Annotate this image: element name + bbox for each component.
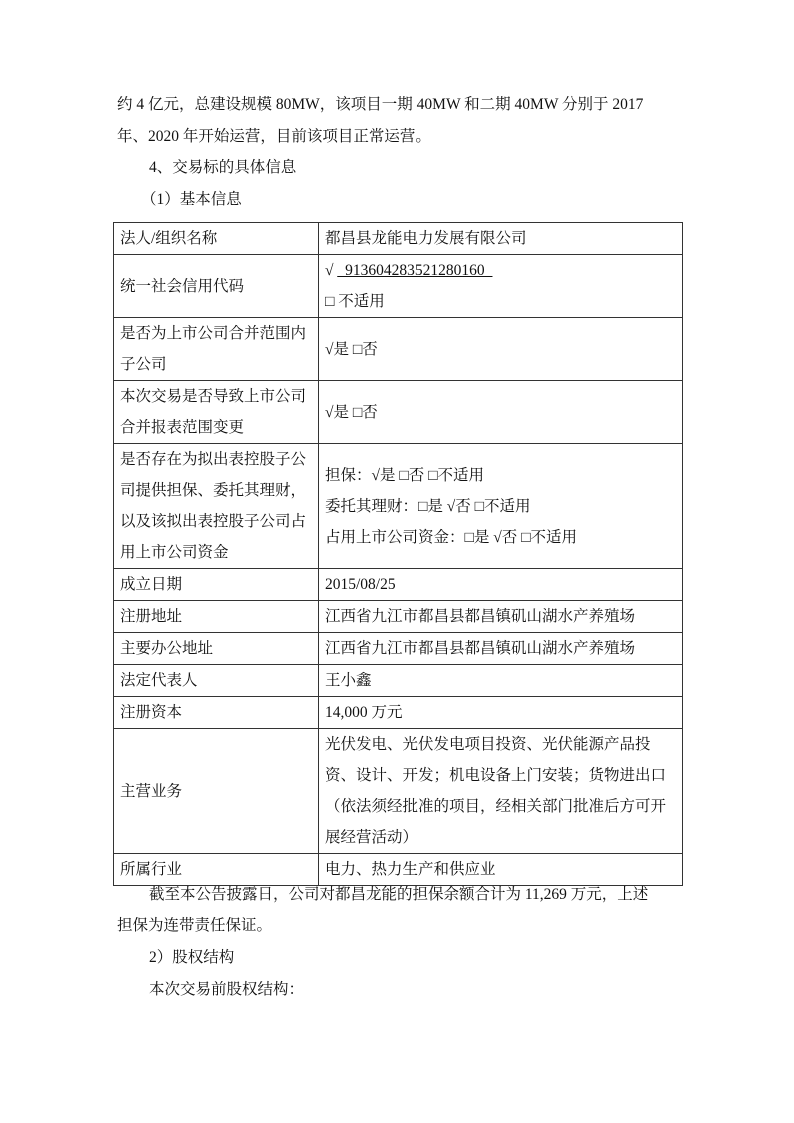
- entrusted-finance-line: 委托其理财：□是 √否 □不适用: [325, 497, 531, 515]
- table-value: 电力、热力生产和供应业: [319, 854, 683, 886]
- paragraph-line: 截至本公告披露日，公司对都昌龙能的担保余额合计为 11,269 万元，上述: [149, 886, 649, 903]
- table-value: 14,000 万元: [319, 697, 683, 729]
- not-applicable-option: □ 不适用: [325, 293, 385, 310]
- table-key: 所属行业: [114, 854, 319, 886]
- basic-info-table: [113, 222, 683, 886]
- table-value: 王小鑫: [319, 665, 683, 697]
- table-key: 主要办公地址: [114, 633, 319, 665]
- table-value: 江西省九江市都昌县都昌镇矶山湖水产养殖场: [319, 601, 683, 633]
- table-key: 是否为上市公司合并范围内子公司: [114, 318, 319, 381]
- table-key: 是否存在为拟出表控股子公司提供担保、委托其理财，以及该拟出表控股子公司占用上市公司资金: [114, 444, 319, 569]
- table-key: 法人/组织名称: [114, 223, 319, 255]
- check-mark: √: [325, 262, 334, 279]
- guarantee-line: 担保：√是 □否 □不适用: [325, 466, 484, 484]
- section-heading: 2）股权结构: [149, 949, 235, 966]
- paragraph-line: 约 4 亿元，总建设规模 80MW，该项目一期 40MW 和二期 40MW 分别于 2017: [117, 96, 644, 113]
- table-key: 注册资本: [114, 697, 319, 729]
- table-key: 主营业务: [114, 729, 319, 854]
- section-heading: 4、交易标的具体信息: [149, 159, 297, 176]
- table-value: [319, 444, 683, 569]
- table-key: 法定代表人: [114, 665, 319, 697]
- table-key: 注册地址: [114, 601, 319, 633]
- paragraph-line: 本次交易前股权结构：: [149, 981, 305, 998]
- table-value: 光伏发电、光伏发电项目投资、光伏能源产品投资、设计、开发；机电设备上门安装；货物进出口（依法须经批准的项目，经相关部门批准后方可开展经营活动）: [319, 729, 683, 854]
- table-key: 统一社会信用代码: [114, 255, 319, 318]
- table-value: √是 □否: [319, 381, 683, 444]
- table-value: 都昌县龙能电力发展有限公司: [319, 223, 683, 255]
- paragraph-line: 年、2020 年开始运营，目前该项目正常运营。: [117, 128, 431, 145]
- table-value: √是 □否: [319, 318, 683, 381]
- table-key: 本次交易是否导致上市公司合并报表范围变更: [114, 381, 319, 444]
- table-value: 江西省九江市都昌县都昌镇矶山湖水产养殖场: [319, 633, 683, 665]
- table-value: [319, 255, 683, 318]
- subsection-heading: （1）基本信息: [141, 191, 242, 208]
- table-key: 成立日期: [114, 569, 319, 601]
- fund-occupation-line: 占用上市公司资金：□是 √否 □不适用: [325, 528, 577, 546]
- table-value: 2015/08/25: [319, 569, 683, 601]
- paragraph-line: 担保为连带责任保证。: [117, 917, 273, 934]
- credit-code: _913604283521280160_: [337, 262, 493, 279]
